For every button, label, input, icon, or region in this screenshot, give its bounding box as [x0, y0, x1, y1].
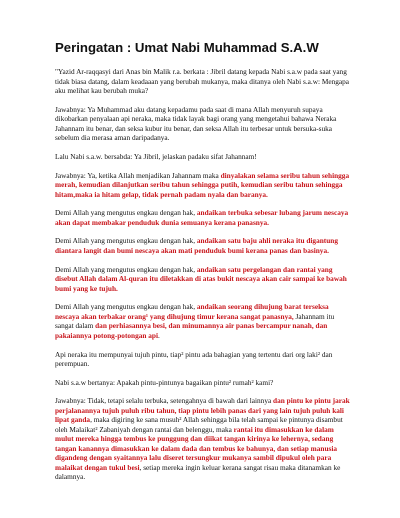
emphasized-text: rantai itu dimasukkan ke dalam mulut mereka hingga tembus ke punggung dan diikat tangan kirinya ke lehernya, sedang tangan kanannya dimasukkan ke dalam dada dan tembus ke bahunya, dan setiap manusia digandeng dengan syaitannya lalu diseret tersungkur mukanya sambil dipukul oleh para malaikat dengan tukul besi	[55, 424, 338, 472]
body-text: Jawabnya: Ya, ketika Allah menjadikan Jahannam maka	[55, 170, 221, 180]
paragraph	[55, 208, 350, 227]
body-text: Demi Allah yang mengutus engkau dengan hak,	[55, 264, 197, 274]
body-text: Jawabnya: Tidak, tetapi selalu terbuka, setengahnya di bawah dari lainnya	[55, 396, 274, 406]
body-text: Demi Allah yang mengutus engkau dengan hak,	[55, 302, 197, 312]
body-text: Demi Allah yang mengutus engkau dengan hak,	[55, 208, 197, 218]
emphasized-text: andaikan satu pergelangan dan rantai yang disebut Allah dalam Al-quran itu diletakkan di atas bukit nescaya akan cair sampai ke bawah bumi yang ke tujuh.	[55, 264, 347, 293]
paragraph	[55, 350, 350, 369]
paragraph	[55, 396, 350, 482]
paragraph	[55, 171, 350, 200]
paragraph	[55, 67, 350, 96]
emphasized-text: dan pintu ke pintu jarak perjalanannya tujuh puluh ribu tahun, tiap pintu lebih panas dari yang lain tujuh puluh kali lipat ganda	[55, 396, 350, 425]
body-text: .	[158, 330, 160, 340]
body-text: "Yazid Ar-raqqasyi dari Anas bin Malik r.a. berkata : Jibril datang kepada Nabi s.a.w pada saat yang tidak biasa datang, dalam keadaaan yang berubah mukanya, maka ditanya oleh Nabi s.a.w: Mengapa aku melihat kau berubah muka?	[55, 67, 349, 95]
emphasized-text: dan perhiasannya besi, dan minumannya air panas bercampur nanah, dan pakaiannya potong-potongan api	[55, 321, 328, 340]
document-body	[55, 67, 350, 482]
emphasized-text: andaikan seorang dihujung barat terseksa nescaya akan terbakar orang¹ yang dihujung timur kerana sangat panasnya,	[55, 302, 329, 321]
emphasized-text: andaikan terbuka sebesar lubang jarum nescaya akan dapat membakar penduduk dunia semuanya kerana panasnya.	[55, 208, 349, 227]
body-text: Lalu Nabi s.a.w. bersabda: Ya Jibril, jelaskan padaku sifat Jahannam!	[55, 151, 257, 161]
body-text: , setiap mereka ingin keluar kerana sangat risau maka ditanamkan ke dalamnya.	[55, 462, 341, 482]
body-text: , maka digiring ke sana musuh² Allah sehingga bila telah sampai ke pintunya disambut oleh Malaikat² Zabaniyah dengan rantai dan belenggu, maka	[55, 415, 343, 434]
body-text: Api neraka itu mempunyai tujuh pintu, tiap² pintu ada bahagian yang tertentu dari org laki² dan perempuan.	[55, 349, 333, 368]
page-title: Peringatan : Umat Nabi Muhammad S.A.W	[55, 40, 319, 55]
paragraph	[55, 302, 350, 340]
emphasized-text: andaikan satu baju ahli neraka itu digantung diantara langit dan bumi nescaya akan mati penduduk bumi kerana panas dan basinya.	[55, 236, 338, 255]
paragraph	[55, 378, 350, 388]
body-text: Jawabnya: Ya Muhammad aku datang kepadamu pada saat di mana Allah menyuruh supaya dikobarkan penyalaan api neraka, maka tidak layak bagi orang yang mengetahui bahawa Neraka Jahannam itu benar, dan seksa kubur itu benar, dan seksa Allah itu terbesar untuk bersuka-suka sebelum dia merasa aman daripadanya.	[55, 104, 337, 143]
paragraph	[55, 152, 350, 162]
paragraph	[55, 236, 350, 255]
paragraph	[55, 105, 350, 143]
body-text: Demi Allah yang mengutus engkau dengan hak,	[55, 236, 197, 246]
emphasized-text: dinyalakan selama seribu tahun sehingga merah, kemudian dilanjutkan seribu tahun sehingga putih, kemudian seribu tahun sehingga hitam,maka ia hitam gelap, tidak pernah padam nyala dan baranya.	[55, 170, 350, 199]
body-text: Nabi s.a.w bertanya: Apakah pintu-pintunya bagaikan pintu² rumah² kami?	[55, 377, 274, 387]
paragraph	[55, 265, 350, 294]
body-text: Jahannam itu sangat dalam	[55, 311, 335, 331]
